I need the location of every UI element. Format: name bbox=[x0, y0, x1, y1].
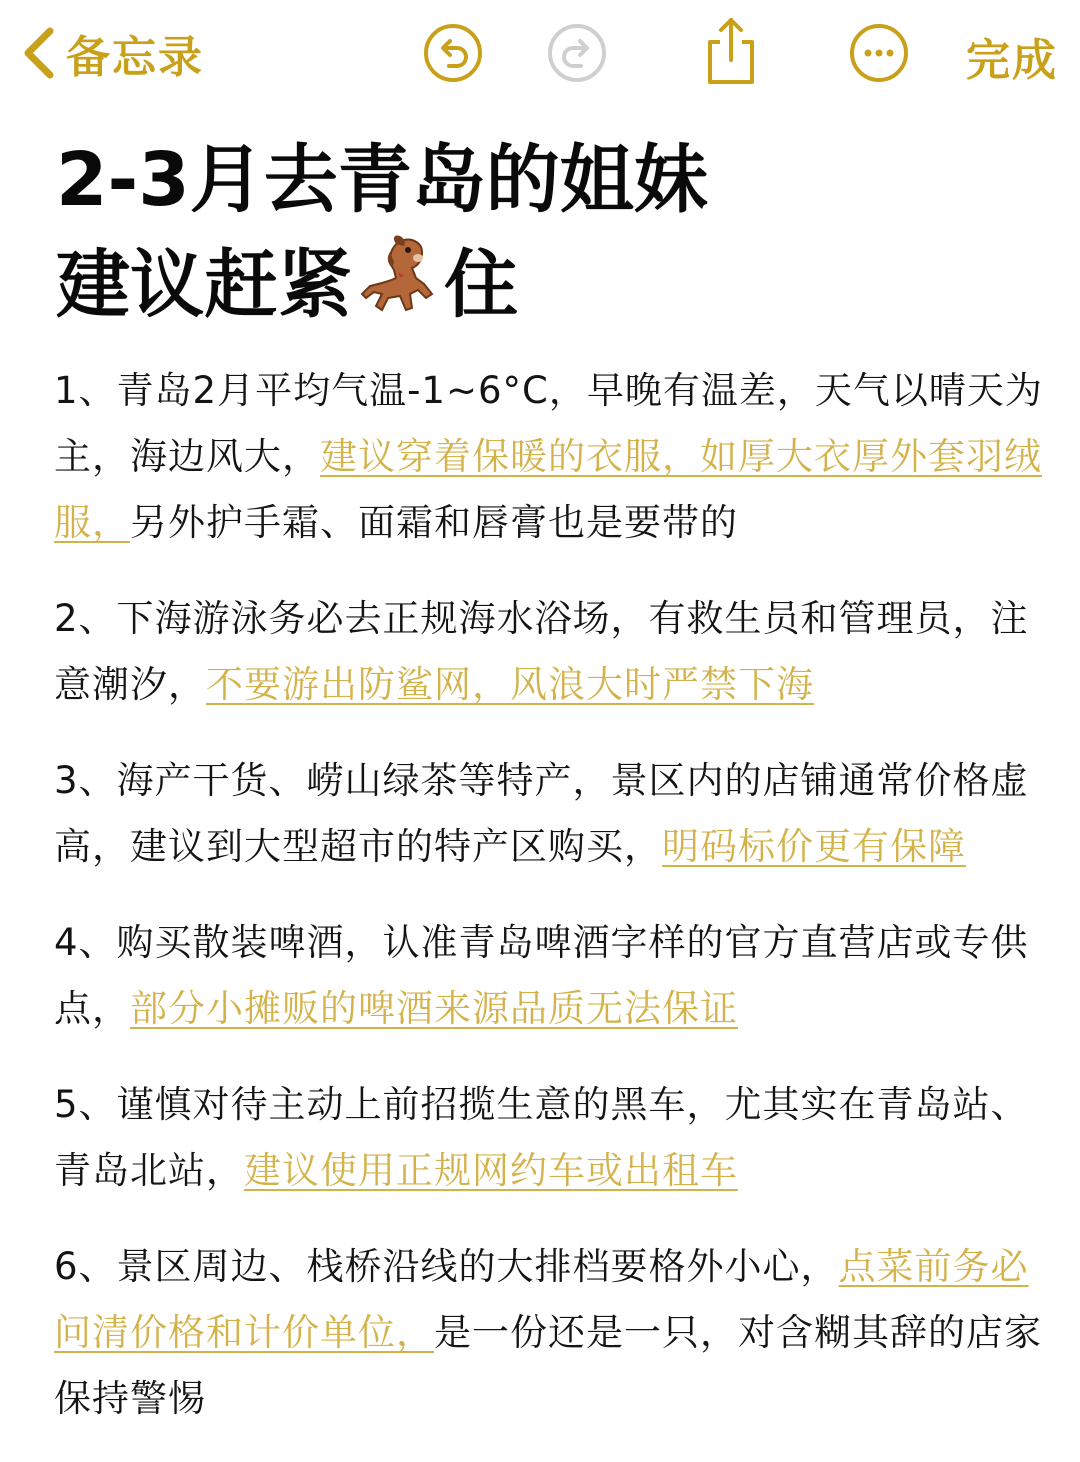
redo-button[interactable] bbox=[546, 22, 608, 84]
tip-item bbox=[54, 586, 1044, 718]
back-label: 备忘录 bbox=[66, 32, 204, 83]
share-icon bbox=[700, 14, 762, 86]
more-icon bbox=[848, 22, 910, 84]
share-button[interactable] bbox=[700, 14, 762, 86]
tip-item bbox=[54, 1072, 1044, 1204]
title-line-2-end: 住 bbox=[444, 242, 518, 328]
tip-text: 6、景区周边、栈桥沿线的大排档要格外小心， bbox=[54, 1245, 839, 1288]
tip-item bbox=[54, 1234, 1044, 1432]
tip-text: 另外护手霜、面霜和唇膏也是要带的 bbox=[130, 501, 738, 544]
note-body[interactable] bbox=[54, 358, 1044, 1462]
done-button[interactable]: 完成 bbox=[966, 35, 1058, 86]
tip-highlight: 建议穿着保暖的衣服，如厚大衣厚外套羽绒服， bbox=[54, 435, 1042, 544]
tip-highlight: 建议使用正规网约车或出租车 bbox=[244, 1149, 738, 1192]
title-line-2-start: 建议赶紧 bbox=[56, 242, 352, 328]
tip-text: 3、海产干货、崂山绿茶等特产，景区内的店铺通常价格虚高，建议到大型超市的特产区购买， bbox=[54, 759, 1029, 868]
horse-emoji-icon bbox=[352, 232, 444, 324]
tip-item bbox=[54, 910, 1044, 1042]
tip-item bbox=[54, 748, 1044, 880]
undo-icon bbox=[422, 22, 484, 84]
tip-text: 2、下海游泳务必去正规海水浴场，有救生员和管理员，注意潮汐， bbox=[54, 597, 1029, 706]
back-button[interactable] bbox=[22, 22, 204, 84]
toolbar bbox=[0, 0, 1080, 110]
more-button[interactable] bbox=[848, 22, 910, 84]
title-line-1: 2-3月去青岛的姐妹 bbox=[56, 137, 708, 223]
tip-text: 是一份还是一只，对含糊其辞的店家保持警惕 bbox=[54, 1311, 1042, 1420]
tip-text: 1、青岛2月平均气温-1~6°C，早晚有温差，天气以晴天为主，海边风大， bbox=[54, 369, 1043, 478]
note-title bbox=[56, 128, 1036, 337]
tip-text: 4、购买散装啤酒，认准青岛啤酒字样的官方直营店或专供点， bbox=[54, 921, 1029, 1030]
tip-highlight: 明码标价更有保障 bbox=[662, 825, 966, 868]
title-line-2 bbox=[56, 232, 1036, 337]
tip-highlight: 不要游出防鲨网，风浪大时严禁下海 bbox=[206, 663, 814, 706]
redo-icon bbox=[546, 22, 608, 84]
tip-highlight: 点菜前务必问清价格和计价单位， bbox=[54, 1245, 1029, 1354]
tip-text: 5、谨慎对待主动上前招揽生意的黑车，尤其实在青岛站、青岛北站， bbox=[54, 1083, 1029, 1192]
undo-button[interactable] bbox=[422, 22, 484, 84]
chevron-left-icon bbox=[22, 27, 56, 79]
tip-item bbox=[54, 358, 1044, 556]
tip-highlight: 部分小摊贩的啤酒来源品质无法保证 bbox=[130, 987, 738, 1030]
